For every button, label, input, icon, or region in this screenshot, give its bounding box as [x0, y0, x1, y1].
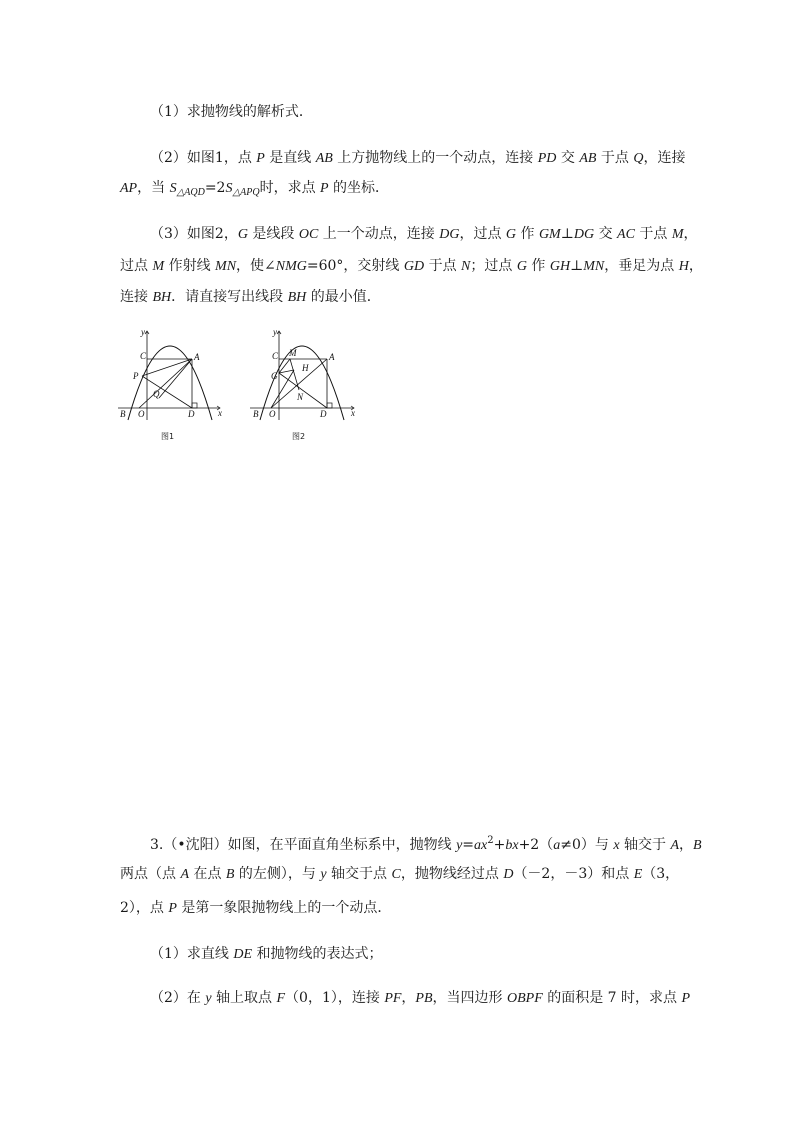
label-b: B [120, 409, 126, 419]
figure-1 [118, 326, 228, 421]
label-h: H [302, 363, 309, 373]
p3-line3: 2），点 P 是第一象限抛物线上的一个动点． [120, 900, 392, 916]
figure-2 [250, 326, 360, 421]
right-angle-mark [192, 403, 197, 408]
p2-part3-line3: 连接 BH．请直接写出线段 BH 的最小值． [120, 289, 381, 305]
figure-2-diagram [250, 326, 360, 421]
label-p: P [133, 371, 139, 381]
label-b: B [253, 409, 259, 419]
figure-2-caption: 图2 [292, 432, 306, 441]
p2-part1: （1）求抛物线的解析式． [150, 104, 313, 120]
label-q: Q [153, 389, 160, 399]
label-c: C [140, 351, 147, 361]
label-x: x [218, 408, 222, 418]
label-y: y [141, 327, 145, 337]
label-o: O [138, 409, 145, 419]
label-g: G [271, 371, 278, 381]
p3-part1: （1）求直线 DE 和抛物线的表达式； [150, 946, 383, 962]
label-c: C [272, 351, 279, 361]
figure-1-diagram [118, 326, 228, 421]
label-d: D [188, 409, 195, 419]
p3-line1: 3.（•沈阳）如图，在平面直角坐标系中，抛物线 $y=ax^2+bx+2(a\ne 0)$与 x 轴交于 A，B [150, 835, 702, 853]
line-pd [142, 376, 192, 408]
label-y: y [273, 327, 277, 337]
label-a: A [194, 352, 200, 362]
label-o: O [269, 409, 276, 419]
label-d: D [320, 409, 327, 419]
label-m: M [289, 348, 297, 358]
p3-line2: 两点（点 A 在点 B 的左侧），与 y 轴交于点 C，抛物线经过点 D（－2，－3）和点 E（3， [120, 866, 680, 882]
p3-part2: （2）在 y 轴上取点 F（0，1），连接 PF，PB，当四边形 OBPF 的面积是 7 时，求点 P [150, 990, 691, 1006]
figure-1-caption: 图1 [161, 432, 175, 441]
right-angle-mark [327, 403, 332, 408]
p2-part2-line1: （2）如图1，点 P 是直线 AB 上方抛物线上的一个动点，连接 PD 交 AB 于点 Q，连接 [150, 150, 686, 166]
p2-part2-line2: AP，当 $S_{\triangle AQD}=2S_{\triangle APQ}$时，求点 P 的坐标． [120, 180, 390, 198]
line-gd [279, 373, 327, 408]
p2-part3-line1: （3）如图2，G 是线段 OC 上一个动点，连接 DG，过点 G 作 GM⊥DG 交 AC 于点 M， [150, 226, 698, 242]
label-a: A [329, 352, 335, 362]
label-x: x [351, 408, 355, 418]
label-n: N [297, 392, 304, 402]
p2-part3-line2: 过点 M 作射线 MN，使∠NMG=60°，交射线 GD 于点 N；过点 G 作 GH⊥MN，垂足为点 H， [120, 258, 703, 274]
